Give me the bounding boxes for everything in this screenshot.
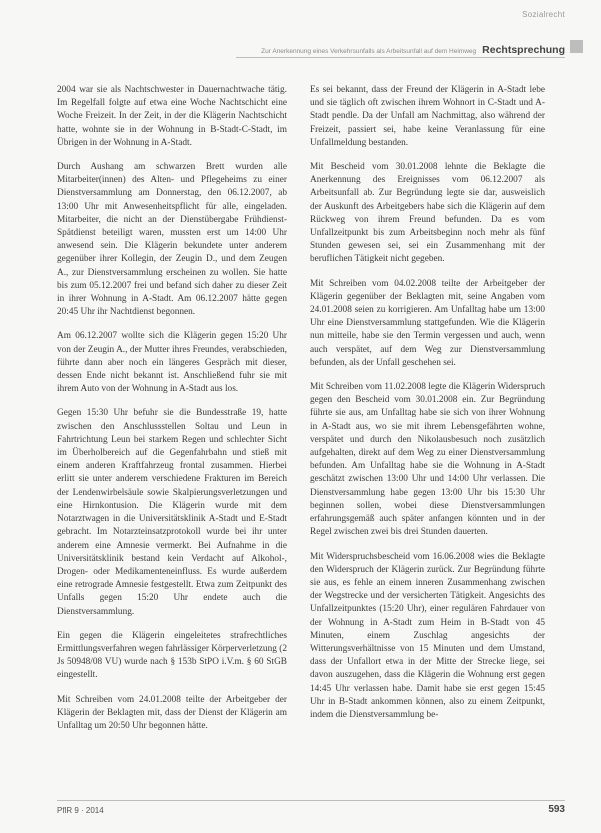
paragraph: Mit Schreiben vom 11.02.2008 legte die Klägerin Widerspruch gegen den Bescheid vom 30.01.2008 ein. Zur Begründung führte sie aus, am Unfalltag habe sie sich von ihrer Wohnung in A-Stadt aus, wo sie mit ihrem Lebensgefährten wohne, verspätet und durch den Nikolausbesuch noch zusätzlich aufgehalten, direkt auf dem Weg zu einer Dienstversammlung befunden. Am Unfalltag habe sie die Wohnung in A-Stadt geschätzt zwischen 13:00 Uhr und 14:00 Uhr verlassen. Die Dienstversammlung habe gegen 13:00 Uhr bis 15:30 Uhr beginnen sollen, wobei diese Dienstversammlungen erfahrungsgemäß auch später anfangen könnten und in der Regel zwischen zwei bis drei Stunden dauerten. [310,382,545,538]
paragraph: Ein gegen die Klägerin eingeleitetes strafrechtliches Ermittlungsverfahren wegen fahrlässiger Körperverletzung (2 Js 50948/08 VU) wurde nach § 153b StPO i.V.m. § 60 StGB eingestellt. [57,630,287,681]
section-tag: Sozialrecht [522,10,565,19]
running-header-subtitle: Zur Anerkennung eines Verkehrsunfalls als Arbeitsunfall auf dem Heimweg [261,48,477,55]
journal-citation: PflR 9 · 2014 [57,806,104,815]
running-header [236,44,565,56]
page-number: 593 [548,804,565,815]
paragraph: Mit Bescheid vom 30.01.2008 lehnte die Beklagte die Anerkennung des Ereignisses vom 06.12.2007 als Arbeitsunfall ab. Zur Begründung legte sie dar, ausweislich der Auskunft des Arbeitgebers habe sich die Klägerin auf dem Rückweg von ihrem Freund befunden. Da es vom Unfallzeitpunkt bis zum Arbeitsbeginn noch mehr als fünf Stunden gewesen sei, sei ein Zusammenhang mit der beruflichen Tätigkeit nicht gegeben. [310,162,545,265]
page-header [0,0,601,74]
footer-rule [57,800,565,801]
paragraph: 2004 war sie als Nachtschwester in Dauernachtwache tätig. Im Regelfall folgte auf etwa eine Woche Nachtschicht eine Woche Freizeit. In der Zeit, in der die Klägerin Nachtschicht hatte, wohnte sie in der Wohnung in B-Stadt-C-Stadt, im Übrigen in der Wohnung in A-Stadt. [57,85,287,148]
paragraph: Am 06.12.2007 wollte sich die Klägerin gegen 15:20 Uhr von der Zeugin A., der Mutter ihres Freundes, verabschieden, führte dann aber noch ein längeres Gespräch mit dieser, dessen Ende nicht bekannt ist. Anschließend fuhr sie mit ihrem Auto von der Wohnung in A-Stadt aus los. [57,331,287,395]
running-header-title: Rechtsprechung [482,44,565,56]
paragraph: Mit Widerspruchsbescheid vom 16.06.2008 wies die Beklagte den Widerspruch der Klägerin zurück. Zur Begründung führte sie aus, es fehle an einem inneren Zusammenhang zwischen der Wegstrecke und der versicherten Tätigkeit. Angesichts des Unfallzeitpunktes (15:20 Uhr), einer regulären Fahrdauer von der Wohnung in A-Stadt zum Heim in B-Stadt von 45 Minuten, einem Zuschlag angesichts der Witterungsverhältnisse von 15 Minuten und dem Umstand, dass der Unfallort etwa in der Mitte der Strecke liege, sei davon auszugehen, dass die Klägerin die Wohnung erst gegen 14:45 Uhr verlassen habe. Damit habe sie erst gegen 15:45 Uhr in B-Stadt ankommen können, also zu einem Zeitpunkt, indem die Dienstversammlung be- [310,551,545,720]
left-column [57,84,287,744]
header-rule [236,57,565,58]
right-column [310,84,545,733]
paragraph: Es sei bekannt, dass der Freund der Klägerin in A-Stadt lebe und sie täglich oft zwischen ihrem Wohnort in C-Stadt und A-Stadt pendle. Da der Unfall am Nachmittag, also während der Freizeit, passiert sei, habe keine Veranlassung für eine Unfallmeldung bestanden. [310,85,545,148]
paragraph: Durch Aushang am schwarzen Brett wurden alle Mitarbeiter(innen) des Alten- und Pflegeheims zu einer Dienstversammlung am Donnerstag, den 06.12.2007, ab 13:00 Uhr mit Anwesenheitspflicht für alle, eingeladen. Mitarbeiter, die nicht an der Dienstübergabe Frühdienst-Spätdienst beteiligt waren, mussten erst um 14:00 Uhr anwesend sein. Die Klägerin bekundete unter anderem gegenüber ihrer Kollegin, der Zeugin D., und dem Zeugen A., zur Dienstversammlung erscheinen zu wollen. Sie hatte bis zum 05.12.2007 frei und befand sich daher zu dieser Zeit in ihrer Wohnung in A-Stadt. Am 06.12.2007 hätte gegen 20:45 Uhr ihr Nachtdienst begonnen. [57,162,287,318]
header-marker-square [570,40,583,53]
paragraph: Mit Schreiben vom 04.02.2008 teilte der Arbeitgeber der Klägerin gegenüber der Beklagten mit, seine Angaben vom 24.01.2008 seien zu korrigieren. Am Unfalltag habe um 13:00 Uhr eine Dienstversammlung stattgefunden. Wie die Klägerin nun mitteile, habe sie den Termin vergessen und auch, wenn auch verspätet, auf dem Weg zur Dienstversammlung befunden, als der Unfall geschehen sei. [310,278,545,368]
paragraph: Gegen 15:30 Uhr befuhr sie die Bundesstraße 19, hatte zwischen den Anschlussstellen Soltau und Leun in Fahrtrichtung Leun bei starkem Regen und schlechter Sicht im Überholbereich auf die Gegenfahrbahn und stieß mit einem anderen Kraftfahrzeug frontal zusammen. Hierbei erlitt sie unter anderem verschiedene Frakturen im Bereich der Lendenwirbelsäule sowie Skalpierungsverletzungen und eine Hirnkontusion. Die Klägerin wurde mit dem Notarztwagen in die Universitätsklinik A-Stadt und E-Stadt gebracht. Im Notarzteinsatzprotokoll wurde bei ihr unter anderem eine Amnesie vermerkt. Bei Aufnahme in die Universitätsklinik bestand kein Verdacht auf Alkohol-, Drogen- oder Medikamenteneinfluss. Es wurde außerdem eine retrograde Amnesie festgestellt. Etwa zum Zeitpunkt des Unfalls gegen 15:20 Uhr endete auch die Dienstversammlung. [57,408,287,617]
paragraph: Mit Schreiben vom 24.01.2008 teilte der Arbeitgeber der Klägerin der Beklagten mit, dass der Dienst der Klägerin am Unfalltag um 20:50 Uhr begonnen hätte. [57,694,287,731]
